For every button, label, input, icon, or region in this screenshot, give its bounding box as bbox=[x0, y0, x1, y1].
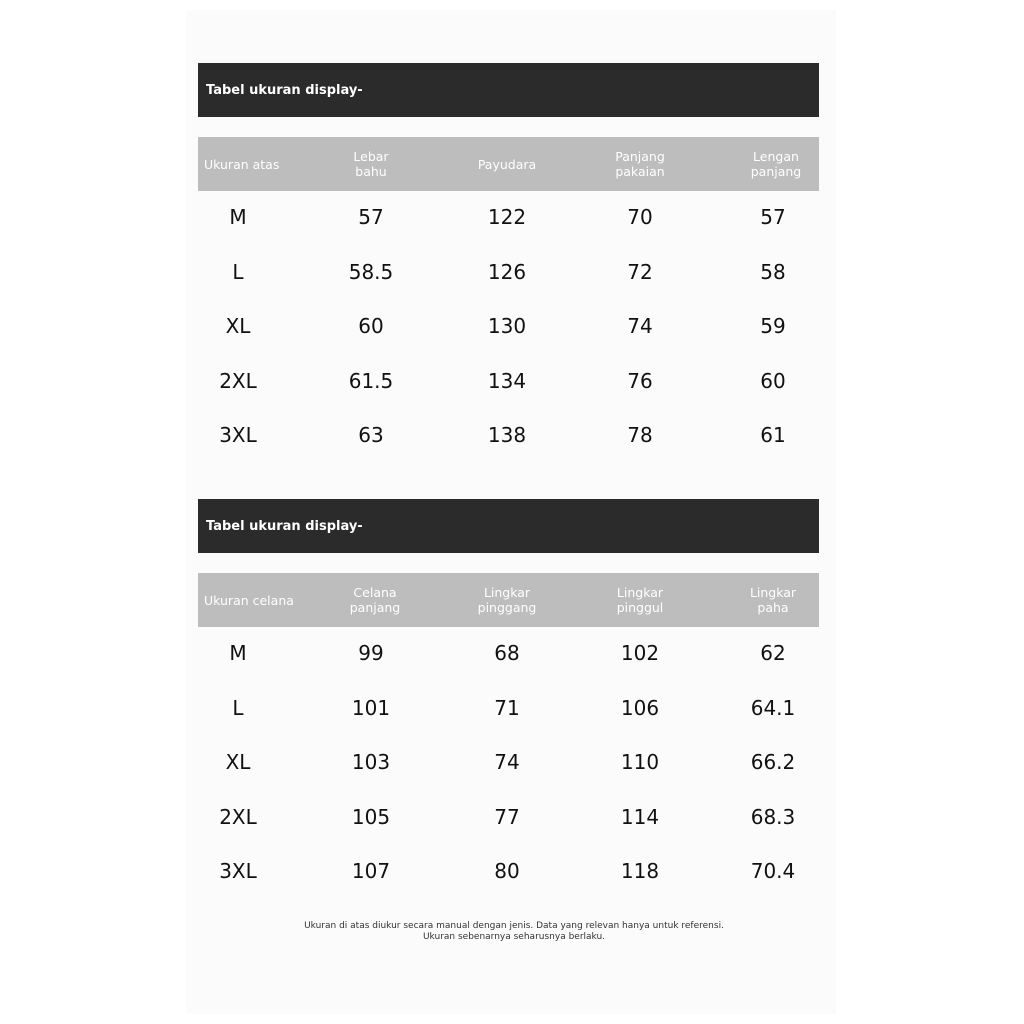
bottom-size-table-header bbox=[198, 573, 819, 627]
value-cell: 71 bbox=[494, 696, 520, 720]
table-row bbox=[198, 626, 819, 680]
size-cell: XL bbox=[225, 314, 251, 338]
measurement-note: Ukuran di atas diukur secara manual dengan jenis. Data yang relevan hanya untuk referensi. Ukuran sebenarnya seharusnya berlaku. bbox=[304, 921, 724, 942]
size-cell: M bbox=[229, 205, 247, 229]
value-cell: 130 bbox=[487, 314, 527, 338]
table-row bbox=[198, 844, 819, 898]
header-waist: Lingkar pinggang bbox=[477, 585, 537, 615]
value-cell: 99 bbox=[358, 641, 384, 665]
header-hip: Lingkar pinggul bbox=[616, 585, 664, 615]
value-cell: 106 bbox=[620, 696, 660, 720]
value-cell: 107 bbox=[351, 859, 391, 883]
table-row bbox=[198, 354, 819, 408]
top-size-table-title: Tabel ukuran display- bbox=[198, 63, 819, 117]
header-chest: Payudara bbox=[477, 156, 537, 172]
size-cell: L bbox=[232, 696, 244, 720]
header-thigh: Lingkar paha bbox=[749, 585, 797, 615]
value-cell: 74 bbox=[494, 750, 520, 774]
table-row bbox=[198, 681, 819, 735]
table-row bbox=[198, 408, 819, 462]
value-cell: 58.5 bbox=[348, 260, 394, 284]
top-size-table-header bbox=[198, 137, 819, 191]
value-cell: 62 bbox=[760, 641, 786, 665]
bottom-size-table-title: Tabel ukuran display- bbox=[198, 499, 819, 553]
value-cell: 103 bbox=[351, 750, 391, 774]
value-cell: 76 bbox=[627, 369, 653, 393]
value-cell: 126 bbox=[487, 260, 527, 284]
value-cell: 60 bbox=[358, 314, 384, 338]
value-cell: 60 bbox=[760, 369, 786, 393]
value-cell: 118 bbox=[620, 859, 660, 883]
value-cell: 59 bbox=[760, 314, 786, 338]
value-cell: 68.3 bbox=[750, 805, 796, 829]
value-cell: 105 bbox=[351, 805, 391, 829]
value-cell: 58 bbox=[760, 260, 786, 284]
header-pants-length: Celana panjang bbox=[349, 585, 401, 615]
value-cell: 74 bbox=[627, 314, 653, 338]
value-cell: 80 bbox=[494, 859, 520, 883]
value-cell: 78 bbox=[627, 423, 653, 447]
size-cell: L bbox=[232, 260, 244, 284]
value-cell: 64.1 bbox=[750, 696, 796, 720]
value-cell: 61 bbox=[760, 423, 786, 447]
value-cell: 134 bbox=[487, 369, 527, 393]
size-cell: XL bbox=[225, 750, 251, 774]
size-cell: M bbox=[229, 641, 247, 665]
header-shoulder-width: Lebar bahu bbox=[353, 149, 389, 179]
value-cell: 110 bbox=[620, 750, 660, 774]
table-row bbox=[198, 245, 819, 299]
value-cell: 138 bbox=[487, 423, 527, 447]
value-cell: 77 bbox=[494, 805, 520, 829]
value-cell: 72 bbox=[627, 260, 653, 284]
size-cell: 3XL bbox=[219, 859, 257, 883]
table-row bbox=[198, 190, 819, 244]
size-cell: 2XL bbox=[219, 369, 257, 393]
value-cell: 63 bbox=[358, 423, 384, 447]
value-cell: 70.4 bbox=[750, 859, 796, 883]
value-cell: 70 bbox=[627, 205, 653, 229]
value-cell: 61.5 bbox=[348, 369, 394, 393]
table-row bbox=[198, 735, 819, 789]
value-cell: 66.2 bbox=[750, 750, 796, 774]
header-size-pants: Ukuran celana bbox=[204, 592, 294, 608]
header-sleeve-length: Lengan panjang bbox=[750, 149, 802, 179]
size-cell: 3XL bbox=[219, 423, 257, 447]
value-cell: 68 bbox=[494, 641, 520, 665]
table-row bbox=[198, 790, 819, 844]
value-cell: 114 bbox=[620, 805, 660, 829]
table-row bbox=[198, 299, 819, 353]
size-cell: 2XL bbox=[219, 805, 257, 829]
value-cell: 122 bbox=[487, 205, 527, 229]
header-clothing-length: Panjang pakaian bbox=[615, 149, 665, 179]
header-size-top: Ukuran atas bbox=[204, 156, 280, 172]
value-cell: 57 bbox=[760, 205, 786, 229]
value-cell: 101 bbox=[351, 696, 391, 720]
value-cell: 102 bbox=[620, 641, 660, 665]
value-cell: 57 bbox=[358, 205, 384, 229]
